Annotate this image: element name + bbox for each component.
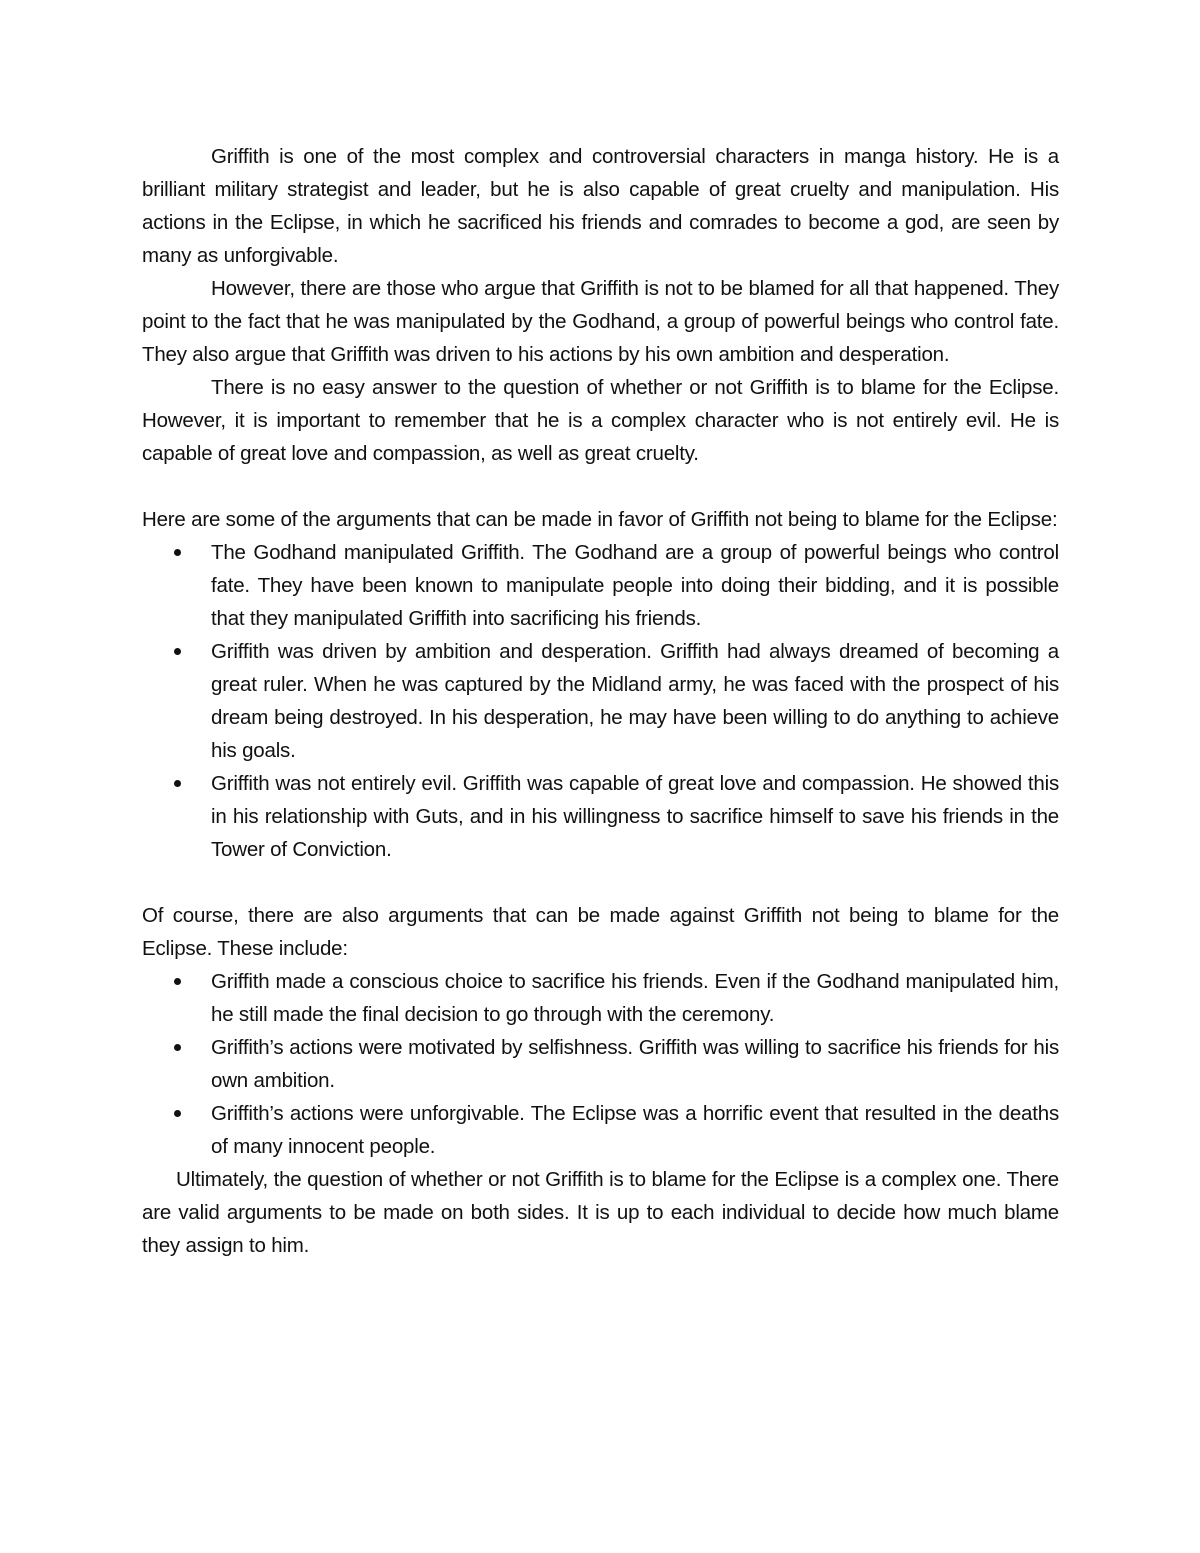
list-item-text: Griffith’s actions were motivated by selfishness. Griffith was willing to sacrifice his friends for his own ambition. xyxy=(211,1036,1059,1092)
list-item-text: Griffith’s actions were unforgivable. The Eclipse was a horrific event that resulted in the deaths of many innocent people. xyxy=(211,1102,1059,1158)
paragraph-spacer xyxy=(142,470,1059,503)
document-body xyxy=(142,140,1059,1262)
list-item xyxy=(142,635,1059,767)
bullet-icon xyxy=(174,978,181,985)
bullet-icon xyxy=(174,1044,181,1051)
favor-bullet-list xyxy=(142,536,1059,866)
bullet-icon xyxy=(174,780,181,787)
list-item-text: Griffith was driven by ambition and desperation. Griffith had always dreamed of becoming a great ruler. When he was captured by the Midland army, he was faced with the prospect of his dream being destroyed. In his desperation, he may have been willing to do anything to achieve his goals. xyxy=(211,640,1059,762)
list-item xyxy=(142,965,1059,1031)
list-item-text: The Godhand manipulated Griffith. The Godhand are a group of powerful beings who control fate. They have been known to manipulate people into doing their bidding, and it is possible that they manipulated Griffith into sacrificing his friends. xyxy=(211,541,1059,630)
against-bullet-list xyxy=(142,965,1059,1163)
conclusion-paragraph: Ultimately, the question of whether or not Griffith is to blame for the Eclipse is a complex one. There are valid arguments to be made on both sides. It is up to each individual to decide how much blame they assign to him. xyxy=(142,1168,1059,1257)
bullet-icon xyxy=(174,549,181,556)
list-item xyxy=(142,536,1059,635)
bullet-icon xyxy=(174,648,181,655)
intro-paragraph-3: There is no easy answer to the question of whether or not Griffith is to blame for the Eclipse. However, it is important to remember that he is a complex character who is not entirely evil. He is capable of great love and compassion, as well as great cruelty. xyxy=(142,376,1059,465)
list-item-text: Griffith made a conscious choice to sacrifice his friends. Even if the Godhand manipulated him, he still made the final decision to go through with the ceremony. xyxy=(211,970,1059,1026)
bullet-icon xyxy=(174,1110,181,1117)
favor-heading: Here are some of the arguments that can be made in favor of Griffith not being to blame for the Eclipse: xyxy=(142,508,1058,531)
paragraph-spacer xyxy=(142,866,1059,899)
list-item xyxy=(142,1031,1059,1097)
list-item xyxy=(142,767,1059,866)
list-item-text: Griffith was not entirely evil. Griffith was capable of great love and compassion. He showed this in his relationship with Guts, and in his willingness to sacrifice himself to save his friends in the Tower of Conviction. xyxy=(211,772,1059,861)
list-item xyxy=(142,1097,1059,1163)
against-heading: Of course, there are also arguments that can be made against Griffith not being to blame for the Eclipse. These include: xyxy=(142,904,1059,960)
intro-paragraph-2: However, there are those who argue that Griffith is not to be blamed for all that happened. They point to the fact that he was manipulated by the Godhand, a group of powerful beings who control fate. They also argue that Griffith was driven to his actions by his own ambition and desperation. xyxy=(142,277,1059,366)
intro-paragraph-1: Griffith is one of the most complex and controversial characters in manga history. He is a brilliant military strategist and leader, but he is also capable of great cruelty and manipulation. His actions in the Eclipse, in which he sacrificed his friends and comrades to become a god, are seen by many as unforgivable. xyxy=(142,145,1059,267)
